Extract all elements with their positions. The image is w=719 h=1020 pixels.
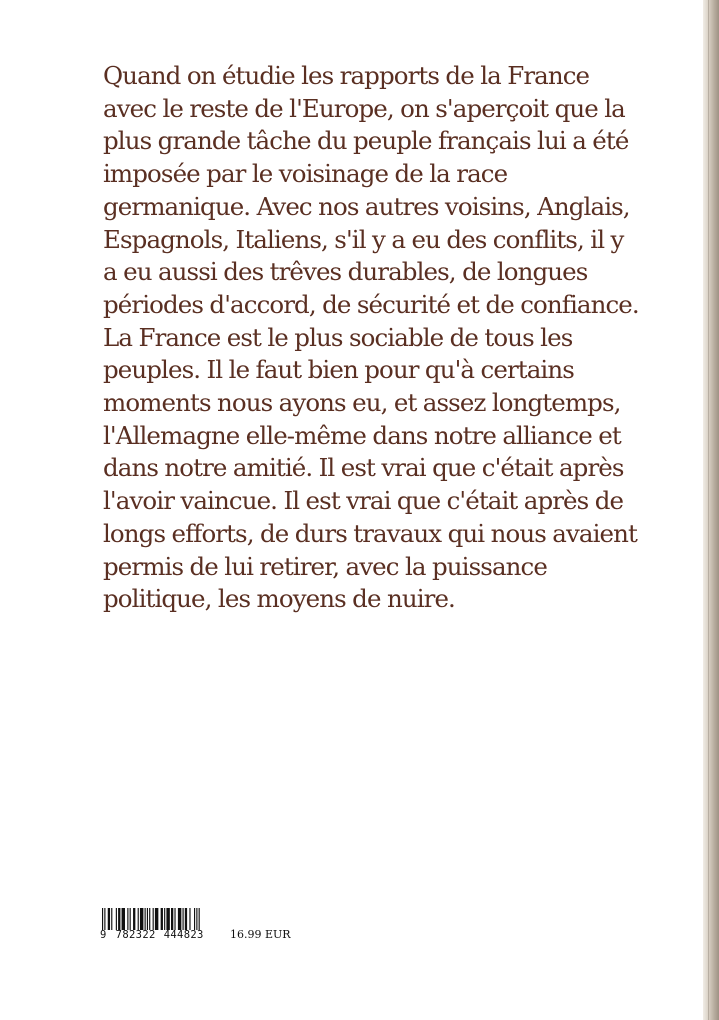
blurb-line: imposée par le voisinage de la race — [103, 159, 508, 189]
blurb-line: l'avoir vaincue. Il est vrai que c'était après de — [103, 486, 624, 516]
barcode-bar — [164, 908, 165, 930]
barcode-bars — [100, 908, 222, 930]
blurb-line: peuples. Il le faut bien pour qu'à certains — [103, 355, 574, 385]
blurb-line: moments nous ayons eu, et assez longtemps, — [103, 388, 621, 418]
barcode-bar — [133, 908, 135, 930]
barcode-bar — [118, 908, 120, 930]
isbn-digit-group-right: 444823 — [163, 929, 204, 941]
barcode-bar — [174, 908, 175, 930]
blurb-line: longs efforts, de durs travaux qui nous avaient — [103, 518, 637, 548]
barcode-bar — [104, 908, 105, 930]
barcode-bar — [171, 908, 173, 930]
barcode-bar — [102, 908, 103, 930]
barcode-bar — [145, 908, 146, 930]
blurb-line: La France est le plus sociable de tous les — [103, 322, 573, 352]
barcode-bar — [178, 908, 181, 930]
barcode-bar — [153, 908, 154, 930]
barcode-bar — [199, 908, 200, 930]
barcode-bar — [161, 908, 163, 930]
back-cover-blurb — [103, 60, 719, 616]
barcode-bar — [189, 908, 190, 930]
isbn-lead-digit: 9 — [100, 929, 107, 941]
blurb-line: Quand on étudie les rapports de la France — [103, 61, 590, 90]
barcode-bar — [108, 908, 110, 930]
blurb-line: a eu aussi des trêves durables, de longues — [103, 257, 588, 287]
barcode-bar — [149, 908, 150, 930]
barcode-bar — [130, 908, 131, 930]
blurb-line: avec le reste de l'Europe, on s'aperçoit que la — [103, 93, 625, 123]
blurb-line: germanique. Avec nos autres voisins, Anglais, — [103, 191, 630, 221]
blurb-line: dans notre amitié. Il est vrai que c'était après — [103, 453, 624, 483]
barcode-bar — [196, 908, 197, 930]
barcode-bar — [147, 908, 148, 930]
blurb-line: Espagnols, Italiens, s'il y a eu des conflits, il y — [103, 224, 624, 254]
barcode-bar — [116, 908, 117, 930]
isbn-digits — [100, 929, 224, 941]
isbn-barcode-block — [100, 908, 300, 948]
barcode-bar — [127, 908, 128, 930]
blurb-line: permis de lui retirer, avec la puissance — [103, 551, 547, 581]
barcode-bar — [185, 908, 187, 930]
blurb-line: périodes d'accord, de sécurité et de confiance. — [103, 289, 639, 319]
isbn-digit-group-left: 782322 — [115, 929, 156, 941]
barcode-bar — [140, 908, 143, 930]
barcode-bar — [138, 908, 139, 930]
barcode-bar — [155, 908, 158, 930]
barcode-bar — [111, 908, 112, 930]
blurb-line: politique, les moyens de nuire. — [103, 584, 455, 614]
blurb-line: plus grande tâche du peuple français lui a été — [103, 126, 629, 156]
price-label: 16.99 EUR — [230, 928, 291, 941]
barcode-bar — [183, 908, 184, 930]
barcode-bar — [194, 908, 195, 930]
barcode-bar — [166, 908, 169, 930]
blurb-line: l'Allemagne elle-même dans notre alliance et — [103, 420, 621, 450]
barcode-bar — [122, 908, 125, 930]
